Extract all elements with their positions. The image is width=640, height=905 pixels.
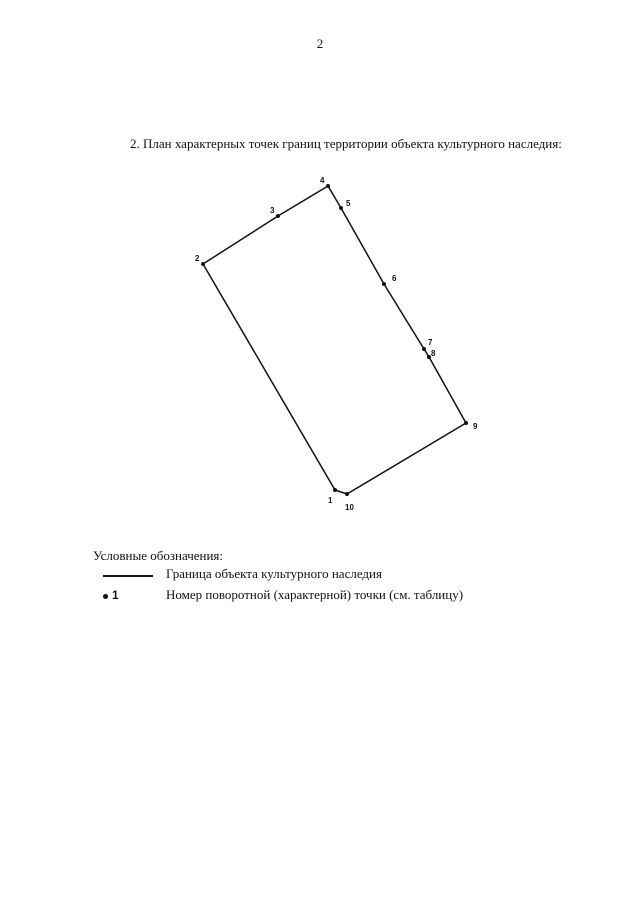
- point-dot-icon: [103, 594, 108, 599]
- point-label-2: 2: [195, 254, 200, 263]
- point-label-5: 5: [346, 199, 351, 208]
- boundary-point-2: [201, 262, 205, 266]
- point-label-10: 10: [345, 503, 354, 512]
- boundary-line-symbol: [93, 566, 163, 584]
- boundary-point-labels: [195, 176, 478, 512]
- page-number: 2: [316, 36, 324, 51]
- point-label-4: 4: [320, 176, 325, 185]
- point-label-3: 3: [270, 206, 275, 215]
- point-label-6: 6: [392, 274, 397, 283]
- legend-item-point: [93, 587, 593, 605]
- point-label-9: 9: [473, 422, 478, 431]
- boundary-line-swatch: [103, 575, 153, 577]
- boundary-point-7: [422, 347, 426, 351]
- legend-item-boundary: [93, 566, 593, 584]
- point-label-1: 1: [328, 496, 333, 505]
- boundary-point-3: [276, 214, 280, 218]
- point-label-8: 8: [431, 349, 436, 358]
- point-symbol-number: 1: [112, 588, 119, 602]
- point-label-7: 7: [428, 338, 433, 347]
- legend-item-point-text: Номер поворотной (характерной) точки (см. таблицу): [166, 587, 464, 602]
- legend-title: Условные обозначения:: [93, 548, 224, 563]
- boundary-point-1: [333, 488, 337, 492]
- boundary-point-10: [345, 492, 349, 496]
- plan-heading: 2. План характерных точек границ территории объекта культурного наследия:: [130, 136, 562, 151]
- boundary-point-4: [326, 184, 330, 188]
- boundary-point-5: [339, 206, 343, 210]
- boundary-point-9: [464, 421, 468, 425]
- legend-item-boundary-text: Граница объекта культурного наследия: [166, 566, 382, 581]
- boundary-point-6: [382, 282, 386, 286]
- territory-boundary: [203, 186, 466, 494]
- point-symbol: [93, 587, 163, 605]
